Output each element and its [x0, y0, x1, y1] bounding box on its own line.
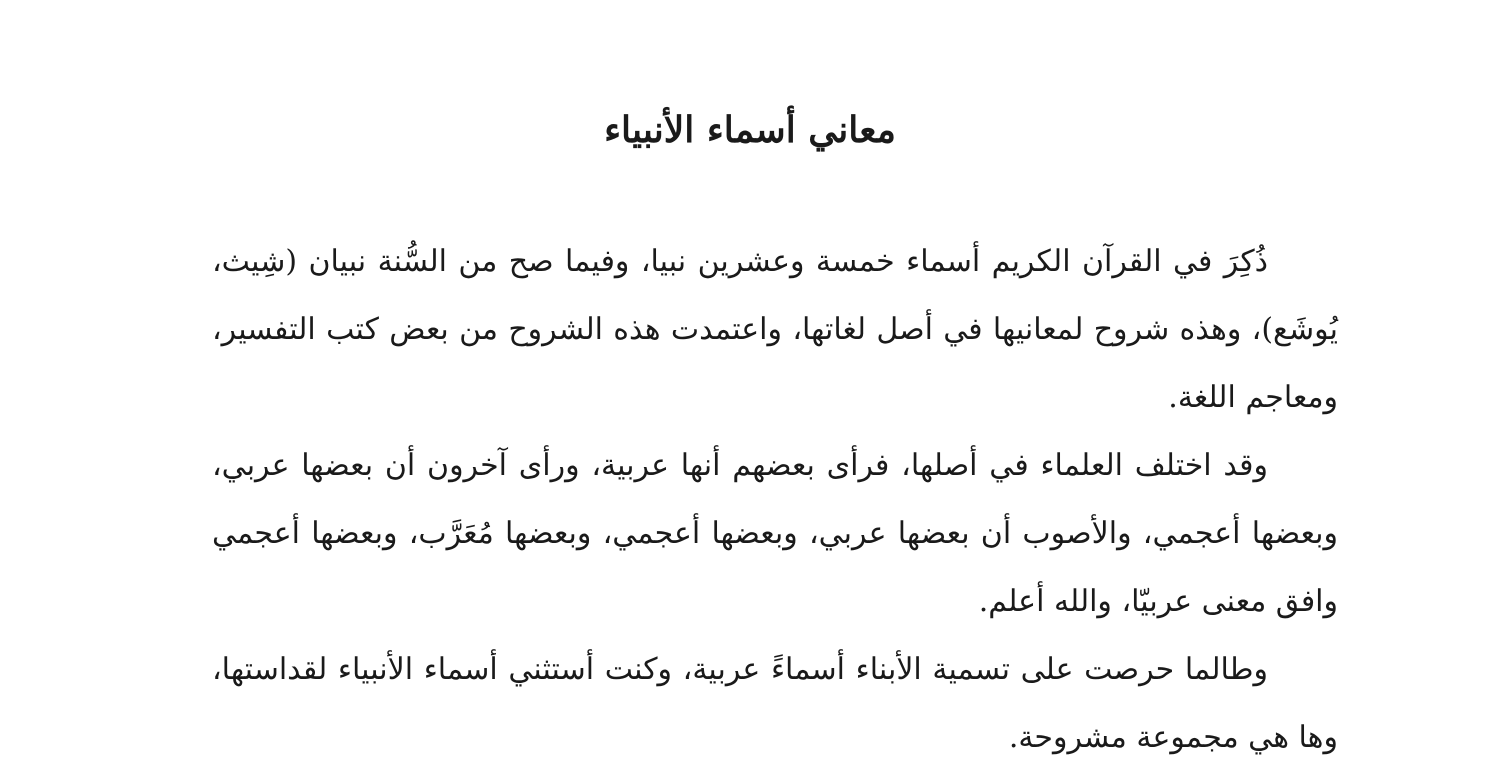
paragraph-intro: ذُكِرَ في القرآن الكريم أسماء خمسة وعشرين نبيا، وفيما صح من السُّنة نبيان (شِيث، يُوشَع)، وهذه شروح لمعانيها في أصل لغاتها، واعتمدت هذه الشروح من بعض كتب التفسير، ومعاجم اللغة. — [212, 244, 1338, 415]
document-title: معاني أسماء الأنبياء — [604, 109, 896, 151]
paragraph-origins: وقد اختلف العلماء في أصلها، فرأى بعضهم أنها عربية، ورأى آخرون أن بعضها عربي، وبعضها أعجمي، والأصوب أن بعضها عربي، وبعضها أعجمي، وبعضها مُعَرَّب، وبعضها أعجمي وافق معنى عربيّا، والله أعلم. — [212, 448, 1338, 619]
document-body — [212, 228, 1338, 772]
paragraph-naming: وطالما حرصت على تسمية الأبناء أسماءً عربية، وكنت أستثني أسماء الأنبياء لقداستها، وها هي مجموعة مشروحة. — [212, 652, 1338, 755]
